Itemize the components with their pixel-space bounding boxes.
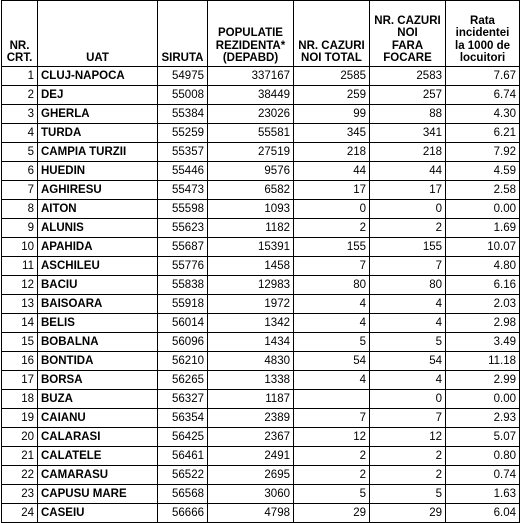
table-row <box>2 143 520 162</box>
cell-cazuri-total: 12 <box>294 428 370 447</box>
cell-cazuri-total: 44 <box>294 162 370 181</box>
cell-siruta: 55357 <box>158 143 208 162</box>
table-row <box>2 238 520 257</box>
cell-uat: ALUNIS <box>38 219 158 238</box>
cell-uat: TURDA <box>38 124 158 143</box>
cell-siruta: 56425 <box>158 428 208 447</box>
cell-siruta: 56461 <box>158 447 208 466</box>
cell-rata: 0.80 <box>446 447 520 466</box>
cell-populatie: 38449 <box>208 86 294 105</box>
cell-nr: 20 <box>2 428 38 447</box>
cell-cazuri-total: 7 <box>294 409 370 428</box>
header-line: POPULATIE <box>218 27 283 40</box>
cell-populatie: 2695 <box>208 466 294 485</box>
cell-rata: 2.03 <box>446 295 520 314</box>
cell-cazuri-fara-focare: 7 <box>370 257 446 276</box>
cell-nr: 1 <box>2 67 38 86</box>
cell-populatie: 12983 <box>208 276 294 295</box>
header-line: CRT. <box>6 52 33 65</box>
table-body <box>2 67 520 523</box>
cell-nr: 16 <box>2 352 38 371</box>
table-row <box>2 390 520 409</box>
cell-cazuri-total: 99 <box>294 105 370 124</box>
table-row <box>2 257 520 276</box>
cell-siruta: 55776 <box>158 257 208 276</box>
cell-cazuri-fara-focare: 257 <box>370 86 446 105</box>
cell-populatie: 3060 <box>208 485 294 504</box>
cell-siruta: 56327 <box>158 390 208 409</box>
cell-uat: CAMPIA TURZII <box>38 143 158 162</box>
cell-uat: AITON <box>38 200 158 219</box>
cell-cazuri-fara-focare: 0 <box>370 390 446 409</box>
cell-cazuri-total: 7 <box>294 257 370 276</box>
cell-nr: 24 <box>2 504 38 523</box>
cell-rata: 6.74 <box>446 86 520 105</box>
cell-cazuri-total: 2 <box>294 447 370 466</box>
cell-populatie: 1972 <box>208 295 294 314</box>
cell-cazuri-fara-focare: 88 <box>370 105 446 124</box>
cell-populatie: 9576 <box>208 162 294 181</box>
cell-rata: 1.63 <box>446 485 520 504</box>
cell-uat: CLUJ-NAPOCA <box>38 67 158 86</box>
table-row <box>2 86 520 105</box>
table-row <box>2 67 520 86</box>
cell-rata: 2.93 <box>446 409 520 428</box>
cell-uat: CAMARASU <box>38 466 158 485</box>
cell-uat: CAPUSU MARE <box>38 485 158 504</box>
cell-populatie: 337167 <box>208 67 294 86</box>
cell-rata: 7.92 <box>446 143 520 162</box>
cell-nr: 18 <box>2 390 38 409</box>
cell-cazuri-fara-focare: 4 <box>370 295 446 314</box>
cell-cazuri-fara-focare: 44 <box>370 162 446 181</box>
header-nr-crt <box>2 1 38 67</box>
header-cazuri-fara-focare <box>370 1 446 67</box>
cell-nr: 19 <box>2 409 38 428</box>
cell-nr: 4 <box>2 124 38 143</box>
cell-nr: 21 <box>2 447 38 466</box>
cell-siruta: 56522 <box>158 466 208 485</box>
header-uat <box>38 1 158 67</box>
cell-nr: 10 <box>2 238 38 257</box>
cell-cazuri-fara-focare: 0 <box>370 200 446 219</box>
cell-nr: 6 <box>2 162 38 181</box>
header-line: locuitori <box>459 52 506 65</box>
header-line: NR. CAZURI <box>298 39 365 52</box>
cell-populatie: 6582 <box>208 181 294 200</box>
cell-cazuri-total: 2 <box>294 466 370 485</box>
cell-cazuri-total: 29 <box>294 504 370 523</box>
cell-cazuri-fara-focare: 4 <box>370 371 446 390</box>
cell-cazuri-fara-focare: 2583 <box>370 67 446 86</box>
cell-cazuri-fara-focare: 155 <box>370 238 446 257</box>
header-line: NR. CAZURI <box>374 14 441 27</box>
cell-siruta: 56666 <box>158 504 208 523</box>
cell-populatie: 15391 <box>208 238 294 257</box>
cell-uat: CALATELE <box>38 447 158 466</box>
cell-siruta: 55473 <box>158 181 208 200</box>
header-line: FARA <box>391 39 424 52</box>
cell-cazuri-total: 2 <box>294 219 370 238</box>
table-row <box>2 428 520 447</box>
cell-populatie: 1093 <box>208 200 294 219</box>
cell-cazuri-fara-focare: 5 <box>370 333 446 352</box>
cell-siruta: 55918 <box>158 295 208 314</box>
cell-uat: CAIANU <box>38 409 158 428</box>
cell-siruta: 54975 <box>158 67 208 86</box>
cell-cazuri-fara-focare: 2 <box>370 219 446 238</box>
cell-rata: 2.98 <box>446 314 520 333</box>
cell-populatie: 4830 <box>208 352 294 371</box>
cell-nr: 11 <box>2 257 38 276</box>
cell-siruta: 56354 <box>158 409 208 428</box>
cell-rata: 2.58 <box>446 181 520 200</box>
cell-cazuri-total: 0 <box>294 200 370 219</box>
cell-siruta: 56014 <box>158 314 208 333</box>
cell-cazuri-fara-focare: 2 <box>370 466 446 485</box>
header-cazuri-total <box>294 1 370 67</box>
cell-nr: 2 <box>2 86 38 105</box>
cell-siruta: 56265 <box>158 371 208 390</box>
cell-populatie: 55581 <box>208 124 294 143</box>
table-row <box>2 295 520 314</box>
cell-cazuri-fara-focare: 218 <box>370 143 446 162</box>
cell-populatie: 27519 <box>208 143 294 162</box>
cell-nr: 17 <box>2 371 38 390</box>
cell-uat: BORSA <box>38 371 158 390</box>
cell-cazuri-total: 155 <box>294 238 370 257</box>
cell-nr: 14 <box>2 314 38 333</box>
cell-uat: CALARASI <box>38 428 158 447</box>
cell-uat: AGHIRESU <box>38 181 158 200</box>
cell-nr: 12 <box>2 276 38 295</box>
table-row <box>2 276 520 295</box>
cell-uat: BAISOARA <box>38 295 158 314</box>
cell-uat: BOBALNA <box>38 333 158 352</box>
cell-populatie: 1187 <box>208 390 294 409</box>
cell-cazuri-total: 80 <box>294 276 370 295</box>
header-line: NR. <box>9 39 30 52</box>
cell-cazuri-fara-focare: 341 <box>370 124 446 143</box>
cell-uat: BUZA <box>38 390 158 409</box>
cell-cazuri-fara-focare: 2 <box>370 447 446 466</box>
table-row <box>2 466 520 485</box>
cell-cazuri-fara-focare: 80 <box>370 276 446 295</box>
header-populatie <box>208 1 294 67</box>
header-line: REZIDENTA* <box>215 39 286 52</box>
cell-siruta: 55384 <box>158 105 208 124</box>
cell-cazuri-total: 5 <box>294 485 370 504</box>
cell-cazuri-fara-focare: 29 <box>370 504 446 523</box>
header-line: SIRUTA <box>161 52 204 65</box>
cell-populatie: 1434 <box>208 333 294 352</box>
cell-uat: CASEIU <box>38 504 158 523</box>
cell-siruta: 56568 <box>158 485 208 504</box>
cell-uat: DEJ <box>38 86 158 105</box>
table-row <box>2 162 520 181</box>
table-row <box>2 352 520 371</box>
cell-cazuri-fara-focare: 4 <box>370 314 446 333</box>
cell-uat: ASCHILEU <box>38 257 158 276</box>
cell-rata: 2.99 <box>446 371 520 390</box>
cell-cazuri-total: 4 <box>294 314 370 333</box>
cell-cazuri-total: 17 <box>294 181 370 200</box>
cell-rata: 1.69 <box>446 219 520 238</box>
header-line: la 1000 de <box>455 39 510 52</box>
cell-cazuri-fara-focare: 17 <box>370 181 446 200</box>
table-row <box>2 333 520 352</box>
cell-siruta: 55623 <box>158 219 208 238</box>
table-row <box>2 200 520 219</box>
cell-nr: 7 <box>2 181 38 200</box>
header-line: Rata <box>470 14 495 27</box>
cell-cazuri-total: 218 <box>294 143 370 162</box>
cell-populatie: 1338 <box>208 371 294 390</box>
table-row <box>2 371 520 390</box>
cell-cazuri-total: 4 <box>294 371 370 390</box>
cell-rata: 6.16 <box>446 276 520 295</box>
cell-rata: 4.80 <box>446 257 520 276</box>
cell-siruta: 56210 <box>158 352 208 371</box>
cell-siruta: 56096 <box>158 333 208 352</box>
cell-nr: 8 <box>2 200 38 219</box>
header-line: NOI <box>397 27 418 40</box>
cell-rata: 4.30 <box>446 105 520 124</box>
cell-rata: 0.74 <box>446 466 520 485</box>
header-line: (DEPABD) <box>222 52 279 65</box>
cell-nr: 9 <box>2 219 38 238</box>
cell-cazuri-total: 345 <box>294 124 370 143</box>
cell-rata: 0.00 <box>446 200 520 219</box>
cell-cazuri-total: 54 <box>294 352 370 371</box>
cell-rata: 3.49 <box>446 333 520 352</box>
header-line: UAT <box>86 52 109 65</box>
table-row <box>2 485 520 504</box>
incidence-table <box>1 0 520 523</box>
table-row <box>2 105 520 124</box>
cell-populatie: 2491 <box>208 447 294 466</box>
cell-populatie: 1458 <box>208 257 294 276</box>
cell-siruta: 55446 <box>158 162 208 181</box>
cell-cazuri-fara-focare: 54 <box>370 352 446 371</box>
cell-cazuri-fara-focare: 7 <box>370 409 446 428</box>
cell-rata: 4.59 <box>446 162 520 181</box>
cell-siruta: 55598 <box>158 200 208 219</box>
table-row <box>2 314 520 333</box>
cell-uat: BELIS <box>38 314 158 333</box>
cell-cazuri-total: 259 <box>294 86 370 105</box>
cell-populatie: 23026 <box>208 105 294 124</box>
table-row <box>2 219 520 238</box>
cell-rata: 5.07 <box>446 428 520 447</box>
table-row <box>2 447 520 466</box>
header-rata-incidentei <box>446 1 520 67</box>
cell-nr: 22 <box>2 466 38 485</box>
cell-cazuri-total <box>294 390 370 409</box>
cell-uat: HUEDIN <box>38 162 158 181</box>
header-siruta <box>158 1 208 67</box>
cell-nr: 5 <box>2 143 38 162</box>
cell-cazuri-total: 5 <box>294 333 370 352</box>
cell-populatie: 1182 <box>208 219 294 238</box>
header-line: incidentei <box>455 27 510 40</box>
cell-nr: 23 <box>2 485 38 504</box>
cell-rata: 11.18 <box>446 352 520 371</box>
cell-rata: 7.67 <box>446 67 520 86</box>
cell-siruta: 55259 <box>158 124 208 143</box>
cell-cazuri-fara-focare: 5 <box>370 485 446 504</box>
cell-uat: GHERLA <box>38 105 158 124</box>
cell-siruta: 55838 <box>158 276 208 295</box>
cell-populatie: 4798 <box>208 504 294 523</box>
table-row <box>2 124 520 143</box>
table-row <box>2 504 520 523</box>
cell-nr: 15 <box>2 333 38 352</box>
header-line: NOI TOTAL <box>301 52 362 65</box>
cell-rata: 6.04 <box>446 504 520 523</box>
cell-uat: BONTIDA <box>38 352 158 371</box>
header-line: FOCARE <box>383 52 432 65</box>
cell-cazuri-total: 2585 <box>294 67 370 86</box>
cell-cazuri-total: 4 <box>294 295 370 314</box>
cell-nr: 3 <box>2 105 38 124</box>
table-row <box>2 409 520 428</box>
table-row <box>2 181 520 200</box>
cell-populatie: 2367 <box>208 428 294 447</box>
cell-populatie: 2389 <box>208 409 294 428</box>
cell-uat: APAHIDA <box>38 238 158 257</box>
cell-rata: 10.07 <box>446 238 520 257</box>
header-row <box>2 1 520 67</box>
cell-siruta: 55008 <box>158 86 208 105</box>
cell-nr: 13 <box>2 295 38 314</box>
cell-rata: 0.00 <box>446 390 520 409</box>
cell-populatie: 1342 <box>208 314 294 333</box>
cell-cazuri-fara-focare: 12 <box>370 428 446 447</box>
cell-siruta: 55687 <box>158 238 208 257</box>
cell-rata: 6.21 <box>446 124 520 143</box>
cell-uat: BACIU <box>38 276 158 295</box>
